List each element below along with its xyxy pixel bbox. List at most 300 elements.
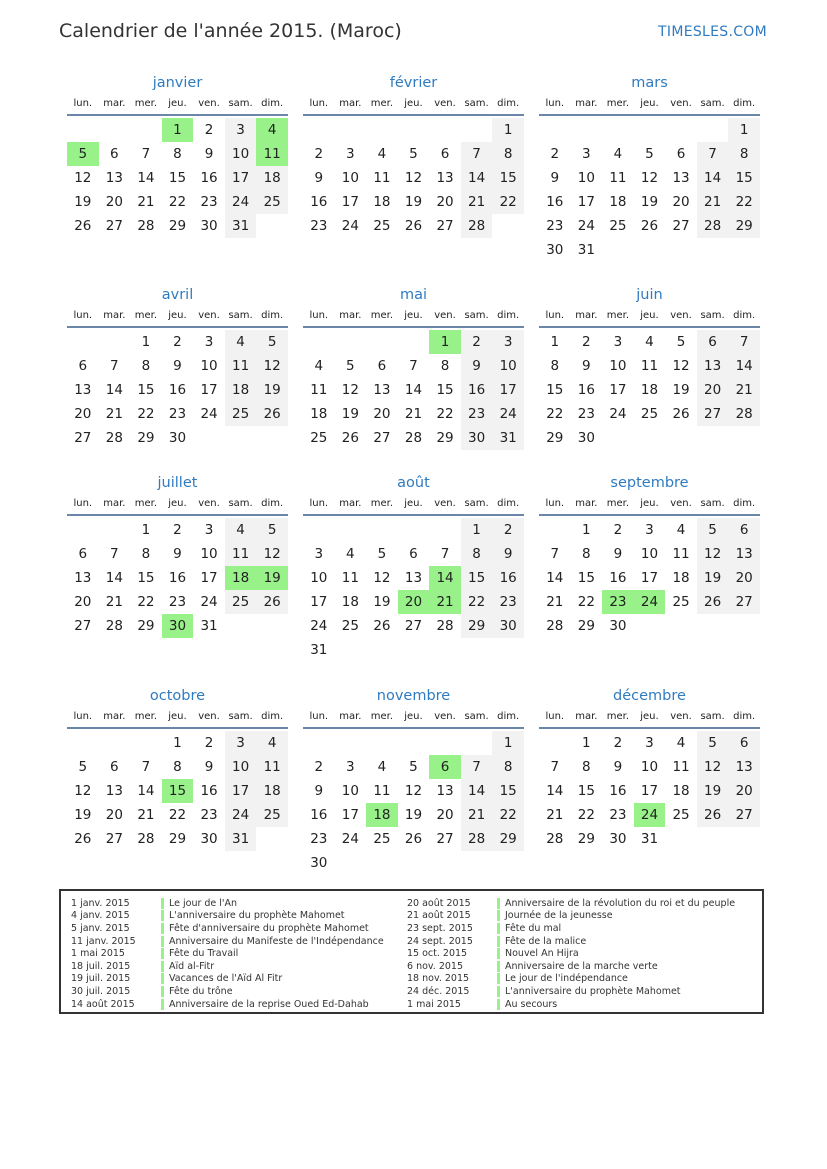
day-cell: 1 <box>461 518 493 542</box>
day-cell: 9 <box>582 358 591 374</box>
day-cell: 26 <box>256 402 288 426</box>
legend-color-marker <box>497 961 500 972</box>
weekday-label: mer. <box>370 310 394 321</box>
legend-holiday-name: Le jour de l'An <box>169 897 238 909</box>
day-cell: 1 <box>728 118 760 142</box>
weekday-label: dim. <box>733 98 756 109</box>
day-cell: 29 <box>137 618 155 634</box>
day-cell: 3 <box>204 334 214 350</box>
day-cell: 12 <box>672 358 690 374</box>
legend-column-left <box>71 897 384 1010</box>
weekday-label: lun. <box>73 711 93 722</box>
day-cell: 10 <box>225 755 257 779</box>
weekday-label: ven. <box>434 98 456 109</box>
day-cell: 3 <box>492 330 524 354</box>
legend-holiday-name: Vacances de l'Aïd Al Fitr <box>169 973 283 985</box>
day-cell: 12 <box>74 783 92 799</box>
day-cell: 15 <box>137 570 155 586</box>
weekday-label: jeu. <box>404 310 423 321</box>
weekday-header <box>67 494 288 516</box>
weekday-label: jeu. <box>168 310 187 321</box>
weekday-label: lun. <box>545 711 565 722</box>
month-11 <box>539 685 760 851</box>
weekday-header <box>539 306 760 328</box>
day-cell: 30 <box>577 430 595 446</box>
day-cell: 30 <box>200 831 218 847</box>
weekday-label: lun. <box>545 98 565 109</box>
day-cell: 29 <box>577 831 595 847</box>
legend-holiday-name: Fête du mal <box>505 922 562 934</box>
weekday-label: sam. <box>700 498 725 509</box>
weekday-label: dim. <box>497 498 520 509</box>
empty-cell <box>335 330 367 354</box>
day-cell: 17 <box>225 779 257 803</box>
empty-cell <box>67 118 99 142</box>
day-cell: 19 <box>373 594 391 610</box>
day-cell: 27 <box>404 618 423 634</box>
day-cell: 27 <box>436 831 454 847</box>
day-cell: 5 <box>697 731 729 755</box>
legend-date: 24 déc. 2015 <box>407 985 470 997</box>
day-cell: 9 <box>613 546 623 562</box>
day-cell: 18 <box>672 570 690 586</box>
holiday-day-cell: 18 <box>225 566 257 590</box>
empty-cell <box>398 330 430 354</box>
day-cell: 15 <box>492 166 524 190</box>
weekday-label: jeu. <box>640 98 659 109</box>
weekday-label: mer. <box>370 711 394 722</box>
day-cell: 19 <box>640 194 659 210</box>
day-cell: 26 <box>74 831 92 847</box>
day-cell: 20 <box>436 194 454 210</box>
month-name: septembre <box>610 475 689 491</box>
day-cell: 30 <box>168 430 187 446</box>
legend-date: 1 janv. 2015 <box>71 897 130 909</box>
legend-color-marker <box>161 923 164 934</box>
day-grid <box>539 729 760 851</box>
weekday-label: lun. <box>73 98 93 109</box>
empty-cell <box>366 118 398 142</box>
day-grid <box>303 116 524 238</box>
legend-color-marker <box>497 898 500 909</box>
day-cell: 8 <box>728 142 760 166</box>
day-cell: 22 <box>577 594 595 610</box>
weekday-label: mer. <box>606 98 630 109</box>
day-cell: 4 <box>225 330 257 354</box>
day-cell: 25 <box>341 618 359 634</box>
day-cell: 5 <box>346 358 355 374</box>
day-cell: 11 <box>225 542 257 566</box>
day-cell: 11 <box>672 546 690 562</box>
day-cell: 2 <box>613 522 623 538</box>
empty-cell <box>130 731 162 755</box>
day-cell: 10 <box>200 546 218 562</box>
weekday-label: sam. <box>228 498 253 509</box>
day-cell: 31 <box>225 214 257 238</box>
day-cell: 26 <box>640 218 659 234</box>
day-cell: 3 <box>645 522 654 538</box>
legend-color-marker <box>161 986 164 997</box>
day-cell: 19 <box>256 378 288 402</box>
day-cell: 17 <box>225 166 257 190</box>
day-cell: 19 <box>341 406 359 422</box>
day-cell: 5 <box>256 518 288 542</box>
day-cell: 23 <box>168 406 187 422</box>
day-cell: 18 <box>609 194 627 210</box>
day-cell: 27 <box>105 831 123 847</box>
day-cell: 28 <box>728 402 760 426</box>
empty-cell <box>571 118 603 142</box>
legend-date: 23 sept. 2015 <box>407 922 473 934</box>
day-cell: 9 <box>173 358 182 374</box>
day-cell: 26 <box>404 218 423 234</box>
day-grid <box>303 516 524 662</box>
day-cell: 8 <box>492 755 524 779</box>
day-cell: 26 <box>697 803 729 827</box>
weekday-label: jeu. <box>168 98 187 109</box>
legend-holiday-name: L'anniversaire du prophète Mahomet <box>505 985 681 997</box>
day-cell: 8 <box>440 358 450 374</box>
day-cell: 17 <box>310 594 328 610</box>
weekday-label: jeu. <box>404 98 423 109</box>
weekday-label: mer. <box>134 310 158 321</box>
day-cell: 21 <box>461 803 493 827</box>
day-cell: 9 <box>492 542 524 566</box>
legend-holiday-name: Journée de la jeunesse <box>505 910 613 922</box>
day-cell: 31 <box>225 827 257 851</box>
day-cell: 11 <box>640 358 659 374</box>
day-cell: 13 <box>105 170 123 186</box>
empty-cell <box>303 330 335 354</box>
day-cell: 14 <box>697 166 729 190</box>
legend-date: 1 mai 2015 <box>407 998 461 1010</box>
day-cell: 16 <box>310 807 328 823</box>
legend-row <box>407 922 735 935</box>
day-cell: 22 <box>492 803 524 827</box>
legend-row <box>71 985 384 998</box>
weekday-label: jeu. <box>640 711 659 722</box>
day-cell: 25 <box>256 190 288 214</box>
day-cell: 16 <box>168 382 187 398</box>
holiday-day-cell: 15 <box>162 779 194 803</box>
legend-row <box>71 922 384 935</box>
day-cell: 2 <box>314 759 324 775</box>
day-cell: 6 <box>728 731 760 755</box>
day-cell: 18 <box>256 779 288 803</box>
day-cell: 2 <box>204 122 214 138</box>
month-name: mai <box>399 287 428 303</box>
weekday-label: dim. <box>261 498 284 509</box>
day-cell: 8 <box>141 546 151 562</box>
empty-cell <box>99 518 131 542</box>
day-cell: 22 <box>728 190 760 214</box>
legend-date: 5 janv. 2015 <box>71 922 130 934</box>
weekday-header <box>303 707 524 729</box>
day-cell: 6 <box>110 146 119 162</box>
day-cell: 5 <box>645 146 654 162</box>
day-cell: 29 <box>728 214 760 238</box>
day-cell: 21 <box>728 378 760 402</box>
day-cell: 17 <box>341 194 359 210</box>
day-cell: 25 <box>373 218 391 234</box>
empty-cell <box>99 118 131 142</box>
day-cell: 16 <box>609 783 627 799</box>
day-cell: 27 <box>74 618 92 634</box>
day-cell: 30 <box>609 831 627 847</box>
day-cell: 2 <box>461 330 493 354</box>
day-grid <box>539 116 760 262</box>
weekday-header <box>67 94 288 116</box>
day-cell: 9 <box>550 170 560 186</box>
day-cell: 12 <box>697 755 729 779</box>
day-cell: 7 <box>409 358 418 374</box>
legend-row <box>407 910 735 923</box>
day-cell: 3 <box>613 334 623 350</box>
empty-cell <box>303 518 335 542</box>
day-cell: 21 <box>137 194 155 210</box>
day-cell: 29 <box>137 430 155 446</box>
day-cell: 15 <box>137 382 155 398</box>
day-cell: 8 <box>141 358 151 374</box>
day-cell: 5 <box>697 518 729 542</box>
legend-row <box>407 935 735 948</box>
legend-date: 24 sept. 2015 <box>407 935 473 947</box>
day-cell: 16 <box>200 170 218 186</box>
empty-cell <box>303 731 335 755</box>
holiday-day-cell: 21 <box>429 590 461 614</box>
day-cell: 25 <box>225 402 257 426</box>
legend-date: 11 janv. 2015 <box>71 935 136 947</box>
weekday-header <box>303 494 524 516</box>
day-cell: 20 <box>728 779 760 803</box>
legend-row <box>71 973 384 986</box>
day-cell: 24 <box>200 406 218 422</box>
day-cell: 18 <box>310 406 328 422</box>
day-cell: 7 <box>110 358 119 374</box>
holiday-day-cell: 24 <box>634 803 666 827</box>
day-cell: 19 <box>697 779 729 803</box>
day-cell: 13 <box>697 354 729 378</box>
day-cell: 7 <box>550 546 560 562</box>
day-cell: 18 <box>256 166 288 190</box>
day-cell: 16 <box>168 570 187 586</box>
weekday-label: mar. <box>103 98 126 109</box>
day-cell: 28 <box>404 430 423 446</box>
day-cell: 15 <box>168 170 187 186</box>
legend-row <box>407 998 735 1011</box>
day-cell: 7 <box>728 330 760 354</box>
day-cell: 6 <box>78 358 88 374</box>
weekday-label: sam. <box>700 310 725 321</box>
day-cell: 24 <box>492 402 524 426</box>
day-cell: 3 <box>225 731 257 755</box>
site-link[interactable]: TIMESLES.COM <box>658 24 767 40</box>
month-8 <box>539 472 760 638</box>
day-cell: 1 <box>550 334 560 350</box>
day-cell: 20 <box>105 194 123 210</box>
day-cell: 10 <box>492 354 524 378</box>
day-cell: 26 <box>256 590 288 614</box>
day-cell: 9 <box>613 759 623 775</box>
day-cell: 18 <box>225 378 257 402</box>
legend-date: 14 août 2015 <box>71 998 135 1010</box>
empty-cell <box>634 118 666 142</box>
weekday-header <box>67 306 288 328</box>
day-cell: 25 <box>672 807 690 823</box>
day-cell: 6 <box>377 358 387 374</box>
day-cell: 17 <box>200 570 218 586</box>
legend-holiday-name: Anniversaire de la marche verte <box>505 960 658 972</box>
day-cell: 27 <box>728 803 760 827</box>
day-cell: 23 <box>168 594 187 610</box>
day-cell: 27 <box>697 402 729 426</box>
day-cell: 30 <box>461 426 493 450</box>
day-cell: 22 <box>492 190 524 214</box>
day-cell: 14 <box>461 779 493 803</box>
weekday-label: dim. <box>497 310 520 321</box>
day-cell: 11 <box>310 382 328 398</box>
day-cell: 26 <box>672 406 690 422</box>
day-cell: 5 <box>676 334 686 350</box>
day-cell: 24 <box>341 831 359 847</box>
day-cell: 29 <box>168 218 187 234</box>
holiday-day-cell: 18 <box>366 803 398 827</box>
day-grid <box>67 729 288 851</box>
legend-color-marker <box>161 961 164 972</box>
weekday-label: mer. <box>606 498 630 509</box>
day-cell: 6 <box>78 546 88 562</box>
day-cell: 26 <box>373 618 391 634</box>
day-cell: 18 <box>341 594 359 610</box>
day-cell: 19 <box>404 807 423 823</box>
day-cell: 11 <box>341 570 359 586</box>
weekday-header <box>303 94 524 116</box>
legend-date: 15 oct. 2015 <box>407 948 468 960</box>
day-cell: 2 <box>173 334 182 350</box>
day-cell: 9 <box>204 146 214 162</box>
day-cell: 12 <box>256 542 288 566</box>
day-cell: 15 <box>728 166 760 190</box>
day-cell: 19 <box>672 382 690 398</box>
legend-color-marker <box>161 948 164 959</box>
day-cell: 26 <box>74 218 92 234</box>
day-cell: 8 <box>173 146 182 162</box>
holiday-day-cell: 14 <box>429 566 461 590</box>
empty-cell <box>665 118 697 142</box>
day-cell: 11 <box>225 354 257 378</box>
day-cell: 15 <box>492 779 524 803</box>
day-cell: 23 <box>200 807 218 823</box>
day-cell: 1 <box>141 522 151 538</box>
day-cell: 2 <box>173 522 182 538</box>
day-cell: 8 <box>461 542 493 566</box>
day-cell: 3 <box>225 118 257 142</box>
empty-cell <box>398 731 430 755</box>
day-grid <box>539 516 760 638</box>
day-cell: 3 <box>204 522 214 538</box>
legend-color-marker <box>161 910 164 921</box>
day-cell: 20 <box>672 194 690 210</box>
day-cell: 25 <box>373 831 391 847</box>
day-cell: 22 <box>546 406 564 422</box>
day-cell: 1 <box>582 735 591 751</box>
weekday-label: mer. <box>370 498 394 509</box>
day-cell: 27 <box>672 218 690 234</box>
weekday-label: lun. <box>545 498 565 509</box>
legend-row <box>407 985 735 998</box>
legend-date: 19 juil. 2015 <box>71 973 131 985</box>
day-cell: 20 <box>728 566 760 590</box>
day-cell: 25 <box>640 406 659 422</box>
day-cell: 30 <box>609 618 627 634</box>
day-cell: 15 <box>436 382 454 398</box>
day-cell: 4 <box>314 358 324 374</box>
day-cell: 9 <box>173 546 182 562</box>
day-cell: 23 <box>577 406 595 422</box>
legend-row <box>71 998 384 1011</box>
weekday-label: mer. <box>606 711 630 722</box>
legend-color-marker <box>161 973 164 984</box>
day-cell: 16 <box>310 194 328 210</box>
day-cell: 20 <box>74 406 92 422</box>
weekday-label: jeu. <box>404 711 423 722</box>
day-cell: 21 <box>697 190 729 214</box>
day-cell: 11 <box>672 759 690 775</box>
day-cell: 28 <box>546 618 564 634</box>
weekday-label: lun. <box>73 498 93 509</box>
day-cell: 3 <box>314 546 324 562</box>
day-cell: 21 <box>546 594 564 610</box>
day-cell: 19 <box>74 194 92 210</box>
day-cell: 4 <box>676 735 686 751</box>
legend-holiday-name: Nouvel An Hijra <box>505 948 579 960</box>
day-cell: 16 <box>461 378 493 402</box>
day-cell: 11 <box>609 170 627 186</box>
weekday-label: mer. <box>134 498 158 509</box>
day-cell: 14 <box>137 170 155 186</box>
day-cell: 21 <box>137 807 155 823</box>
empty-cell <box>398 118 430 142</box>
day-cell: 9 <box>461 354 493 378</box>
weekday-label: lun. <box>309 310 329 321</box>
holiday-day-cell: 11 <box>256 142 288 166</box>
weekday-label: mar. <box>575 711 598 722</box>
day-cell: 7 <box>461 755 493 779</box>
day-cell: 12 <box>404 170 423 186</box>
weekday-label: ven. <box>670 310 692 321</box>
holiday-day-cell: 19 <box>256 566 288 590</box>
weekday-label: ven. <box>198 98 220 109</box>
empty-cell <box>539 731 571 755</box>
day-cell: 28 <box>461 827 493 851</box>
day-cell: 20 <box>436 807 454 823</box>
day-cell: 8 <box>582 759 591 775</box>
day-cell: 31 <box>200 618 218 634</box>
holiday-day-cell: 1 <box>429 330 461 354</box>
day-cell: 17 <box>577 194 595 210</box>
day-cell: 14 <box>105 570 123 586</box>
weekday-label: ven. <box>670 98 692 109</box>
legend-date: 21 août 2015 <box>407 910 471 922</box>
weekday-label: dim. <box>261 98 284 109</box>
day-cell: 23 <box>492 590 524 614</box>
day-cell: 14 <box>546 783 564 799</box>
empty-cell <box>99 731 131 755</box>
day-cell: 27 <box>74 430 92 446</box>
day-cell: 16 <box>546 194 564 210</box>
day-cell: 22 <box>461 590 493 614</box>
month-name: décembre <box>613 688 686 704</box>
